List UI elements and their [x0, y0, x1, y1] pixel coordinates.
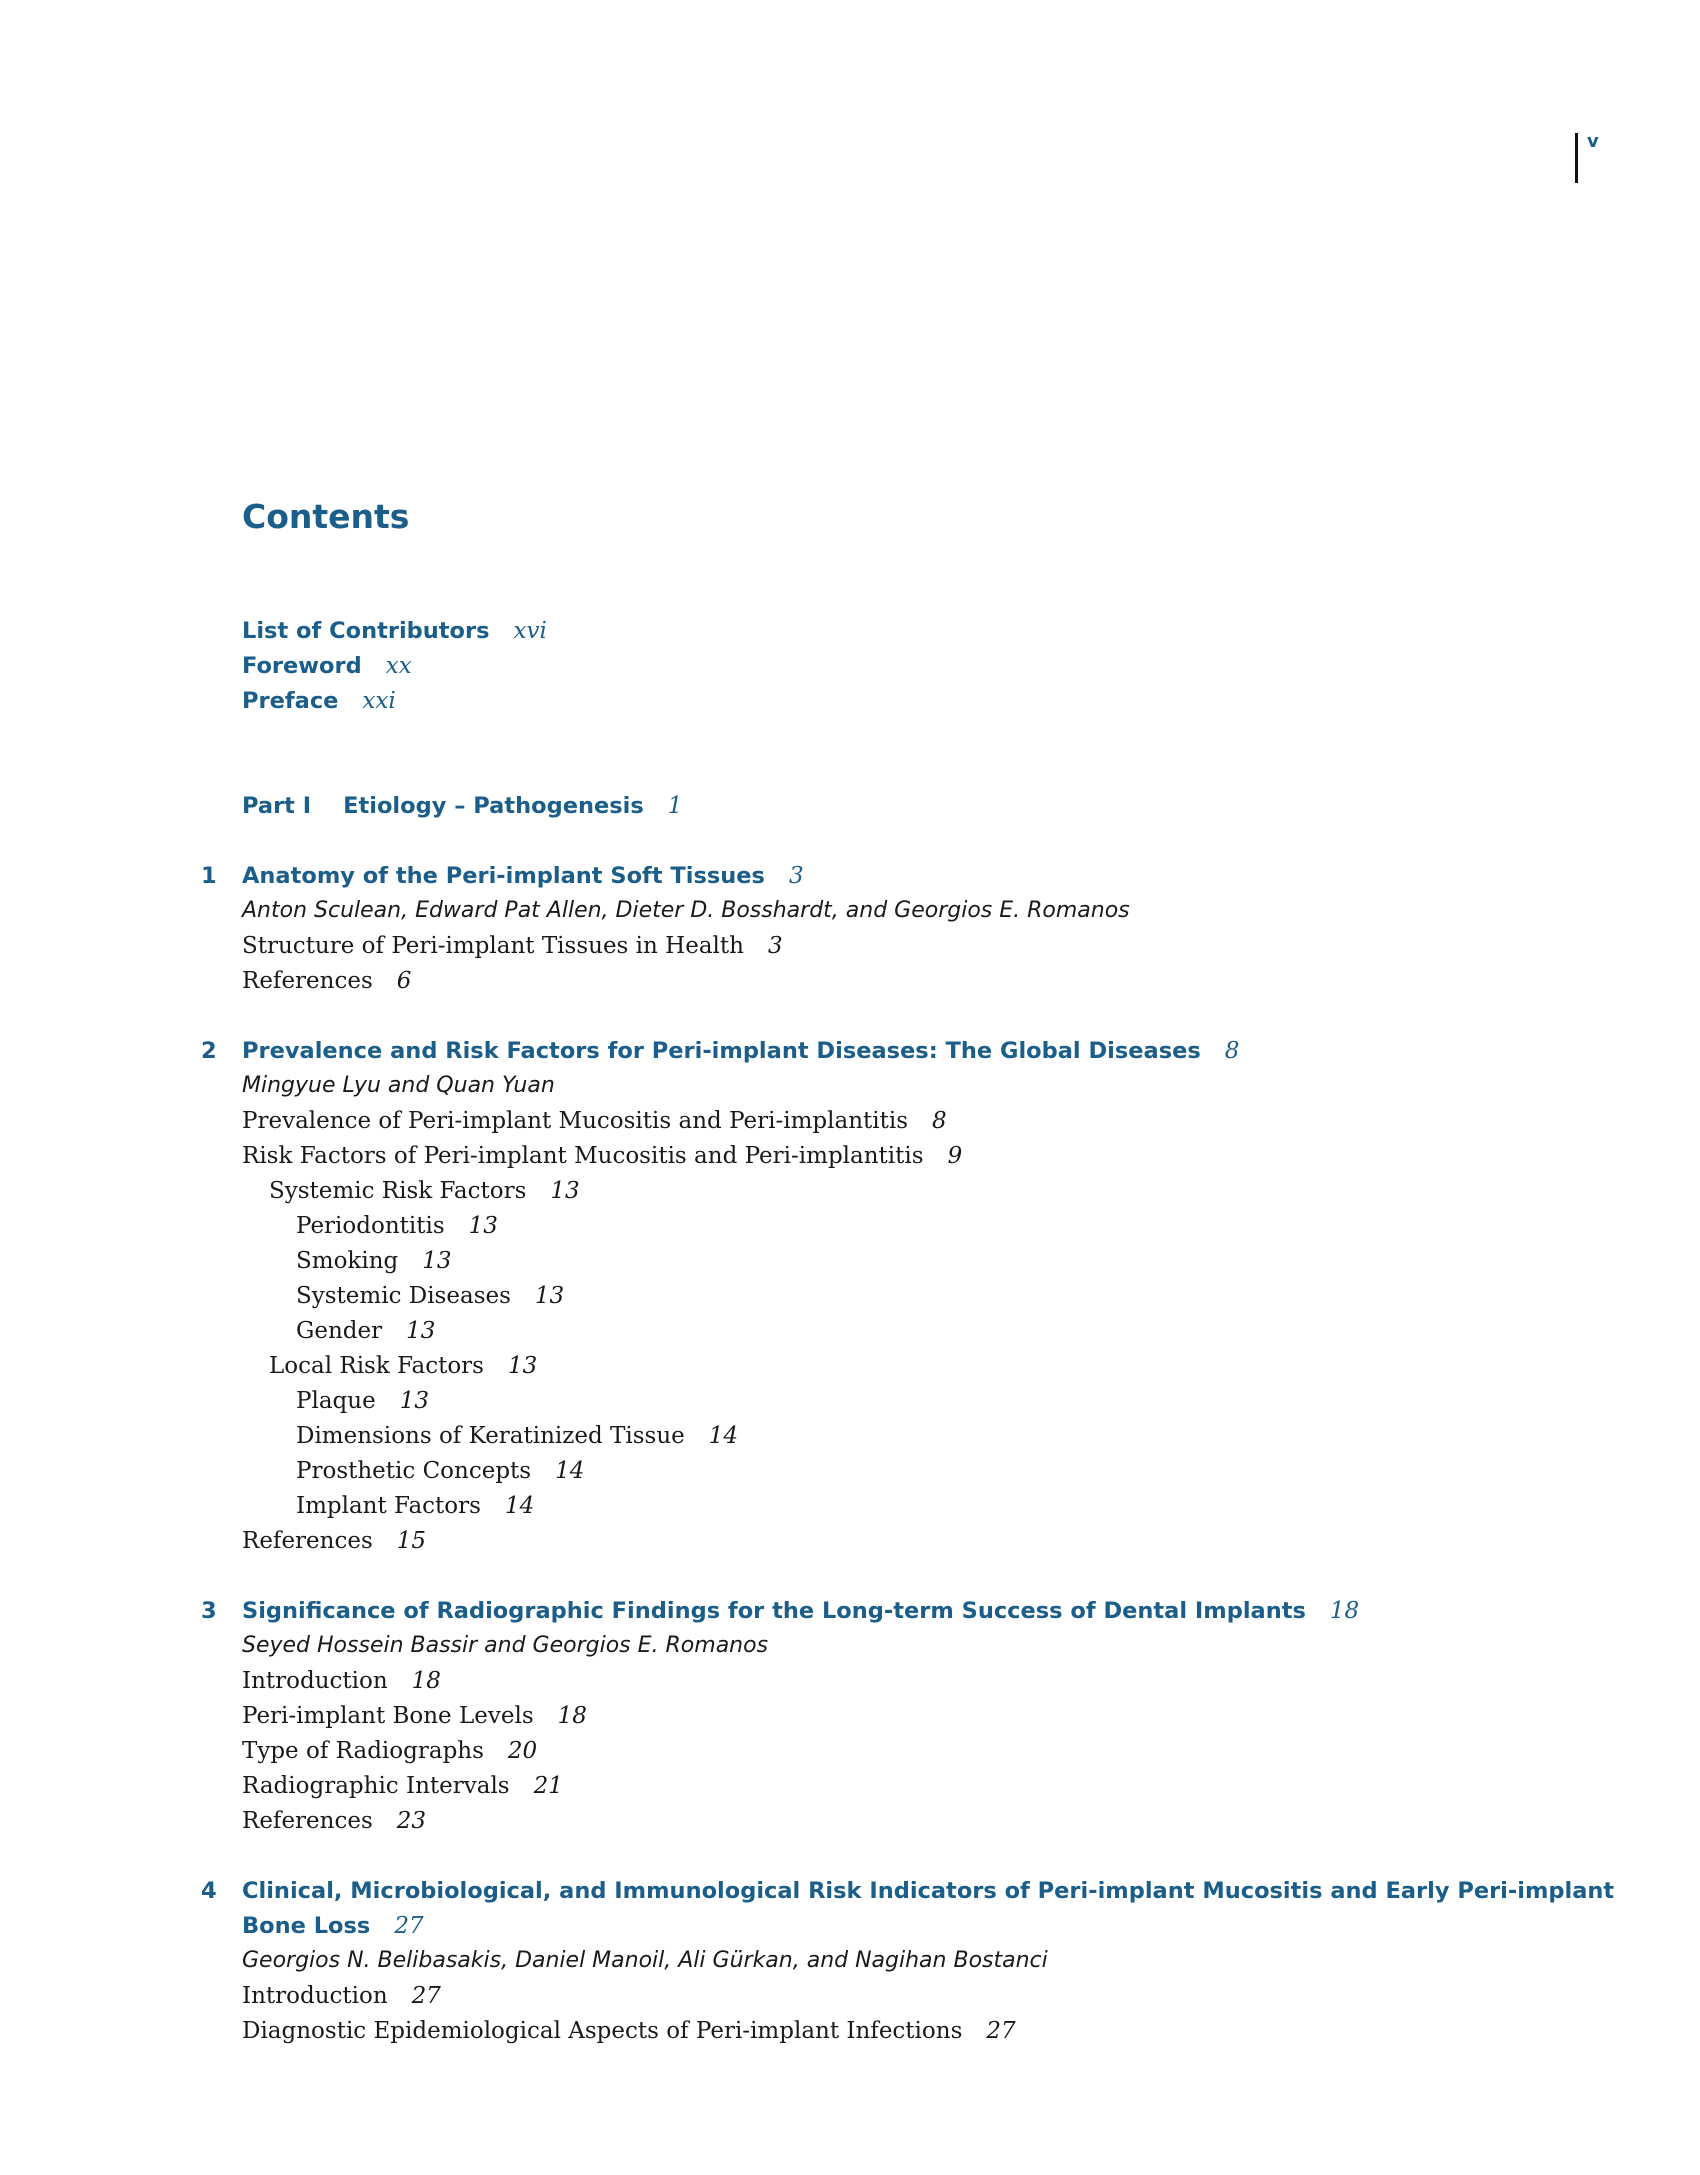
- section-label: Systemic Risk Factors: [269, 1178, 527, 1204]
- section-label: Risk Factors of Peri-implant Mucositis and Peri-implantitis: [242, 1143, 924, 1169]
- toc-entry-page: 14: [504, 1493, 535, 1519]
- toc-subsection[interactable]: [269, 1351, 537, 1381]
- section-label: Radiographic Intervals: [242, 1773, 510, 1799]
- chapter-number: 4: [201, 1878, 217, 1904]
- chapter-title: Bone Loss: [242, 1913, 371, 1939]
- toc-entry-page: 21: [533, 1773, 563, 1799]
- section-label: Structure of Peri-implant Tissues in Health: [242, 933, 744, 959]
- toc-entry-page: 13: [468, 1213, 498, 1239]
- toc-entry-page: 27: [394, 1913, 424, 1939]
- section-label: Introduction: [242, 1983, 388, 2009]
- toc-subsubsection[interactable]: [296, 1281, 564, 1311]
- section-label: Implant Factors: [296, 1493, 481, 1519]
- toc-section[interactable]: [242, 2016, 1016, 2046]
- toc-entry-page: 9: [947, 1143, 963, 1169]
- section-label: Smoking: [296, 1248, 399, 1274]
- section-label: Gender: [296, 1318, 383, 1344]
- chapter-number: 2: [201, 1038, 217, 1064]
- chapter-authors: Mingyue Lyu and Quan Yuan: [242, 1073, 555, 1098]
- part-title: Etiology – Pathogenesis: [343, 793, 644, 819]
- chapter-title: Anatomy of the Peri-implant Soft Tissues: [242, 863, 765, 889]
- toc-subsection[interactable]: [269, 1176, 580, 1206]
- toc-entry-foreword[interactable]: [242, 651, 412, 681]
- toc-entry-page: 13: [550, 1178, 580, 1204]
- toc-subsubsection[interactable]: [296, 1211, 498, 1241]
- section-label: Systemic Diseases: [296, 1283, 511, 1309]
- toc-entry-page: 8: [932, 1108, 947, 1134]
- toc-entry-page: 14: [555, 1458, 585, 1484]
- toc-entry-label: Preface: [242, 688, 339, 714]
- section-label: Dimensions of Keratinized Tissue: [296, 1423, 685, 1449]
- toc-subsubsection[interactable]: [296, 1246, 452, 1276]
- toc-entry-preface[interactable]: [242, 686, 396, 716]
- toc-chapter-title[interactable]: [242, 861, 804, 891]
- chapter-number: 3: [201, 1598, 217, 1624]
- toc-section[interactable]: [242, 1141, 962, 1171]
- toc-section[interactable]: [242, 1526, 426, 1556]
- toc-entry-page: xx: [385, 653, 412, 679]
- toc-section[interactable]: [242, 1771, 563, 1801]
- toc-entry-label: List of Contributors: [242, 618, 490, 644]
- toc-entry-page: xxi: [362, 688, 396, 714]
- toc-subsubsection[interactable]: [296, 1421, 738, 1451]
- section-label: References: [242, 968, 373, 994]
- toc-entry-page: 15: [396, 1528, 427, 1554]
- section-label: Peri-implant Bone Levels: [242, 1703, 534, 1729]
- toc-section[interactable]: [242, 966, 411, 996]
- chapter-title: Significance of Radiographic Findings for the Long-term Success of Dental Implants: [242, 1598, 1306, 1624]
- toc-part-heading[interactable]: [242, 791, 682, 821]
- toc-entry-page: 18: [557, 1703, 587, 1729]
- section-label: Type of Radiographs: [242, 1738, 484, 1764]
- toc-entry-contributors[interactable]: [242, 616, 547, 646]
- section-label: Local Risk Factors: [269, 1353, 484, 1379]
- toc-entry-page: 13: [399, 1388, 429, 1414]
- toc-section[interactable]: [242, 1106, 947, 1136]
- toc-entry-page: 6: [396, 968, 412, 994]
- toc-entry-page: 27: [411, 1983, 441, 2009]
- toc-entry-page: 18: [1329, 1598, 1360, 1624]
- toc-entry-page: 13: [406, 1318, 436, 1344]
- toc-entry-page: 23: [396, 1808, 427, 1834]
- chapter-title: Clinical, Microbiological, and Immunological Risk Indicators of Peri-implant Mucositis and Early Peri-implant: [242, 1878, 1615, 1904]
- toc-section[interactable]: [242, 1701, 587, 1731]
- section-label: Introduction: [242, 1668, 388, 1694]
- section-label: Prosthetic Concepts: [296, 1458, 532, 1484]
- toc-subsubsection[interactable]: [296, 1386, 429, 1416]
- section-label: References: [242, 1808, 373, 1834]
- toc-entry-page: xvi: [513, 618, 547, 644]
- section-label: Periodontitis: [296, 1213, 445, 1239]
- toc-chapter-title[interactable]: [242, 1596, 1359, 1626]
- toc-entry-label: Foreword: [242, 653, 362, 679]
- page-title: Contents: [242, 497, 410, 536]
- section-label: Diagnostic Epidemiological Aspects of Peri-implant Infections: [242, 2018, 963, 2044]
- toc-section[interactable]: [242, 1666, 441, 1696]
- section-label: References: [242, 1528, 373, 1554]
- toc-entry-page: 3: [767, 933, 783, 959]
- chapter-authors: Georgios N. Belibasakis, Daniel Manoil, Ali Gürkan, and Nagihan Bostanci: [242, 1948, 1048, 1973]
- part-label: Part I: [242, 793, 312, 819]
- toc-chapter-title-cont[interactable]: [242, 1911, 424, 1941]
- toc-section[interactable]: [242, 1806, 426, 1836]
- toc-entry-page: 27: [986, 2018, 1016, 2044]
- toc-section[interactable]: [242, 1736, 537, 1766]
- toc-section[interactable]: [242, 1981, 441, 2011]
- toc-subsubsection[interactable]: [296, 1456, 584, 1486]
- section-label: Prevalence of Peri-implant Mucositis and Peri-implantitis: [242, 1108, 909, 1134]
- toc-entry-page: 13: [508, 1353, 538, 1379]
- toc-chapter-title[interactable]: [242, 1876, 1614, 1906]
- toc-subsubsection[interactable]: [296, 1316, 435, 1346]
- chapter-title: Prevalence and Risk Factors for Peri-implant Diseases: The Global Diseases: [242, 1038, 1201, 1064]
- chapter-authors: Anton Sculean, Edward Pat Allen, Dieter D. Bosshardt, and Georgios E. Romanos: [242, 898, 1130, 923]
- toc-entry-page: 1: [667, 793, 683, 819]
- toc-section[interactable]: [242, 931, 783, 961]
- toc-chapter-title[interactable]: [242, 1036, 1239, 1066]
- toc-subsubsection[interactable]: [296, 1491, 534, 1521]
- chapter-authors: Seyed Hossein Bassir and Georgios E. Romanos: [242, 1633, 769, 1658]
- toc-entry-page: 14: [708, 1423, 739, 1449]
- chapter-number: 1: [201, 863, 217, 889]
- toc-entry-page: 8: [1224, 1038, 1240, 1064]
- toc-entry-page: 13: [422, 1248, 452, 1274]
- page-number: v: [1575, 133, 1599, 183]
- toc-entry-page: 18: [411, 1668, 441, 1694]
- toc-entry-page: 3: [788, 863, 804, 889]
- toc-entry-page: 13: [534, 1283, 565, 1309]
- toc-entry-page: 20: [507, 1738, 538, 1764]
- section-label: Plaque: [296, 1388, 376, 1414]
